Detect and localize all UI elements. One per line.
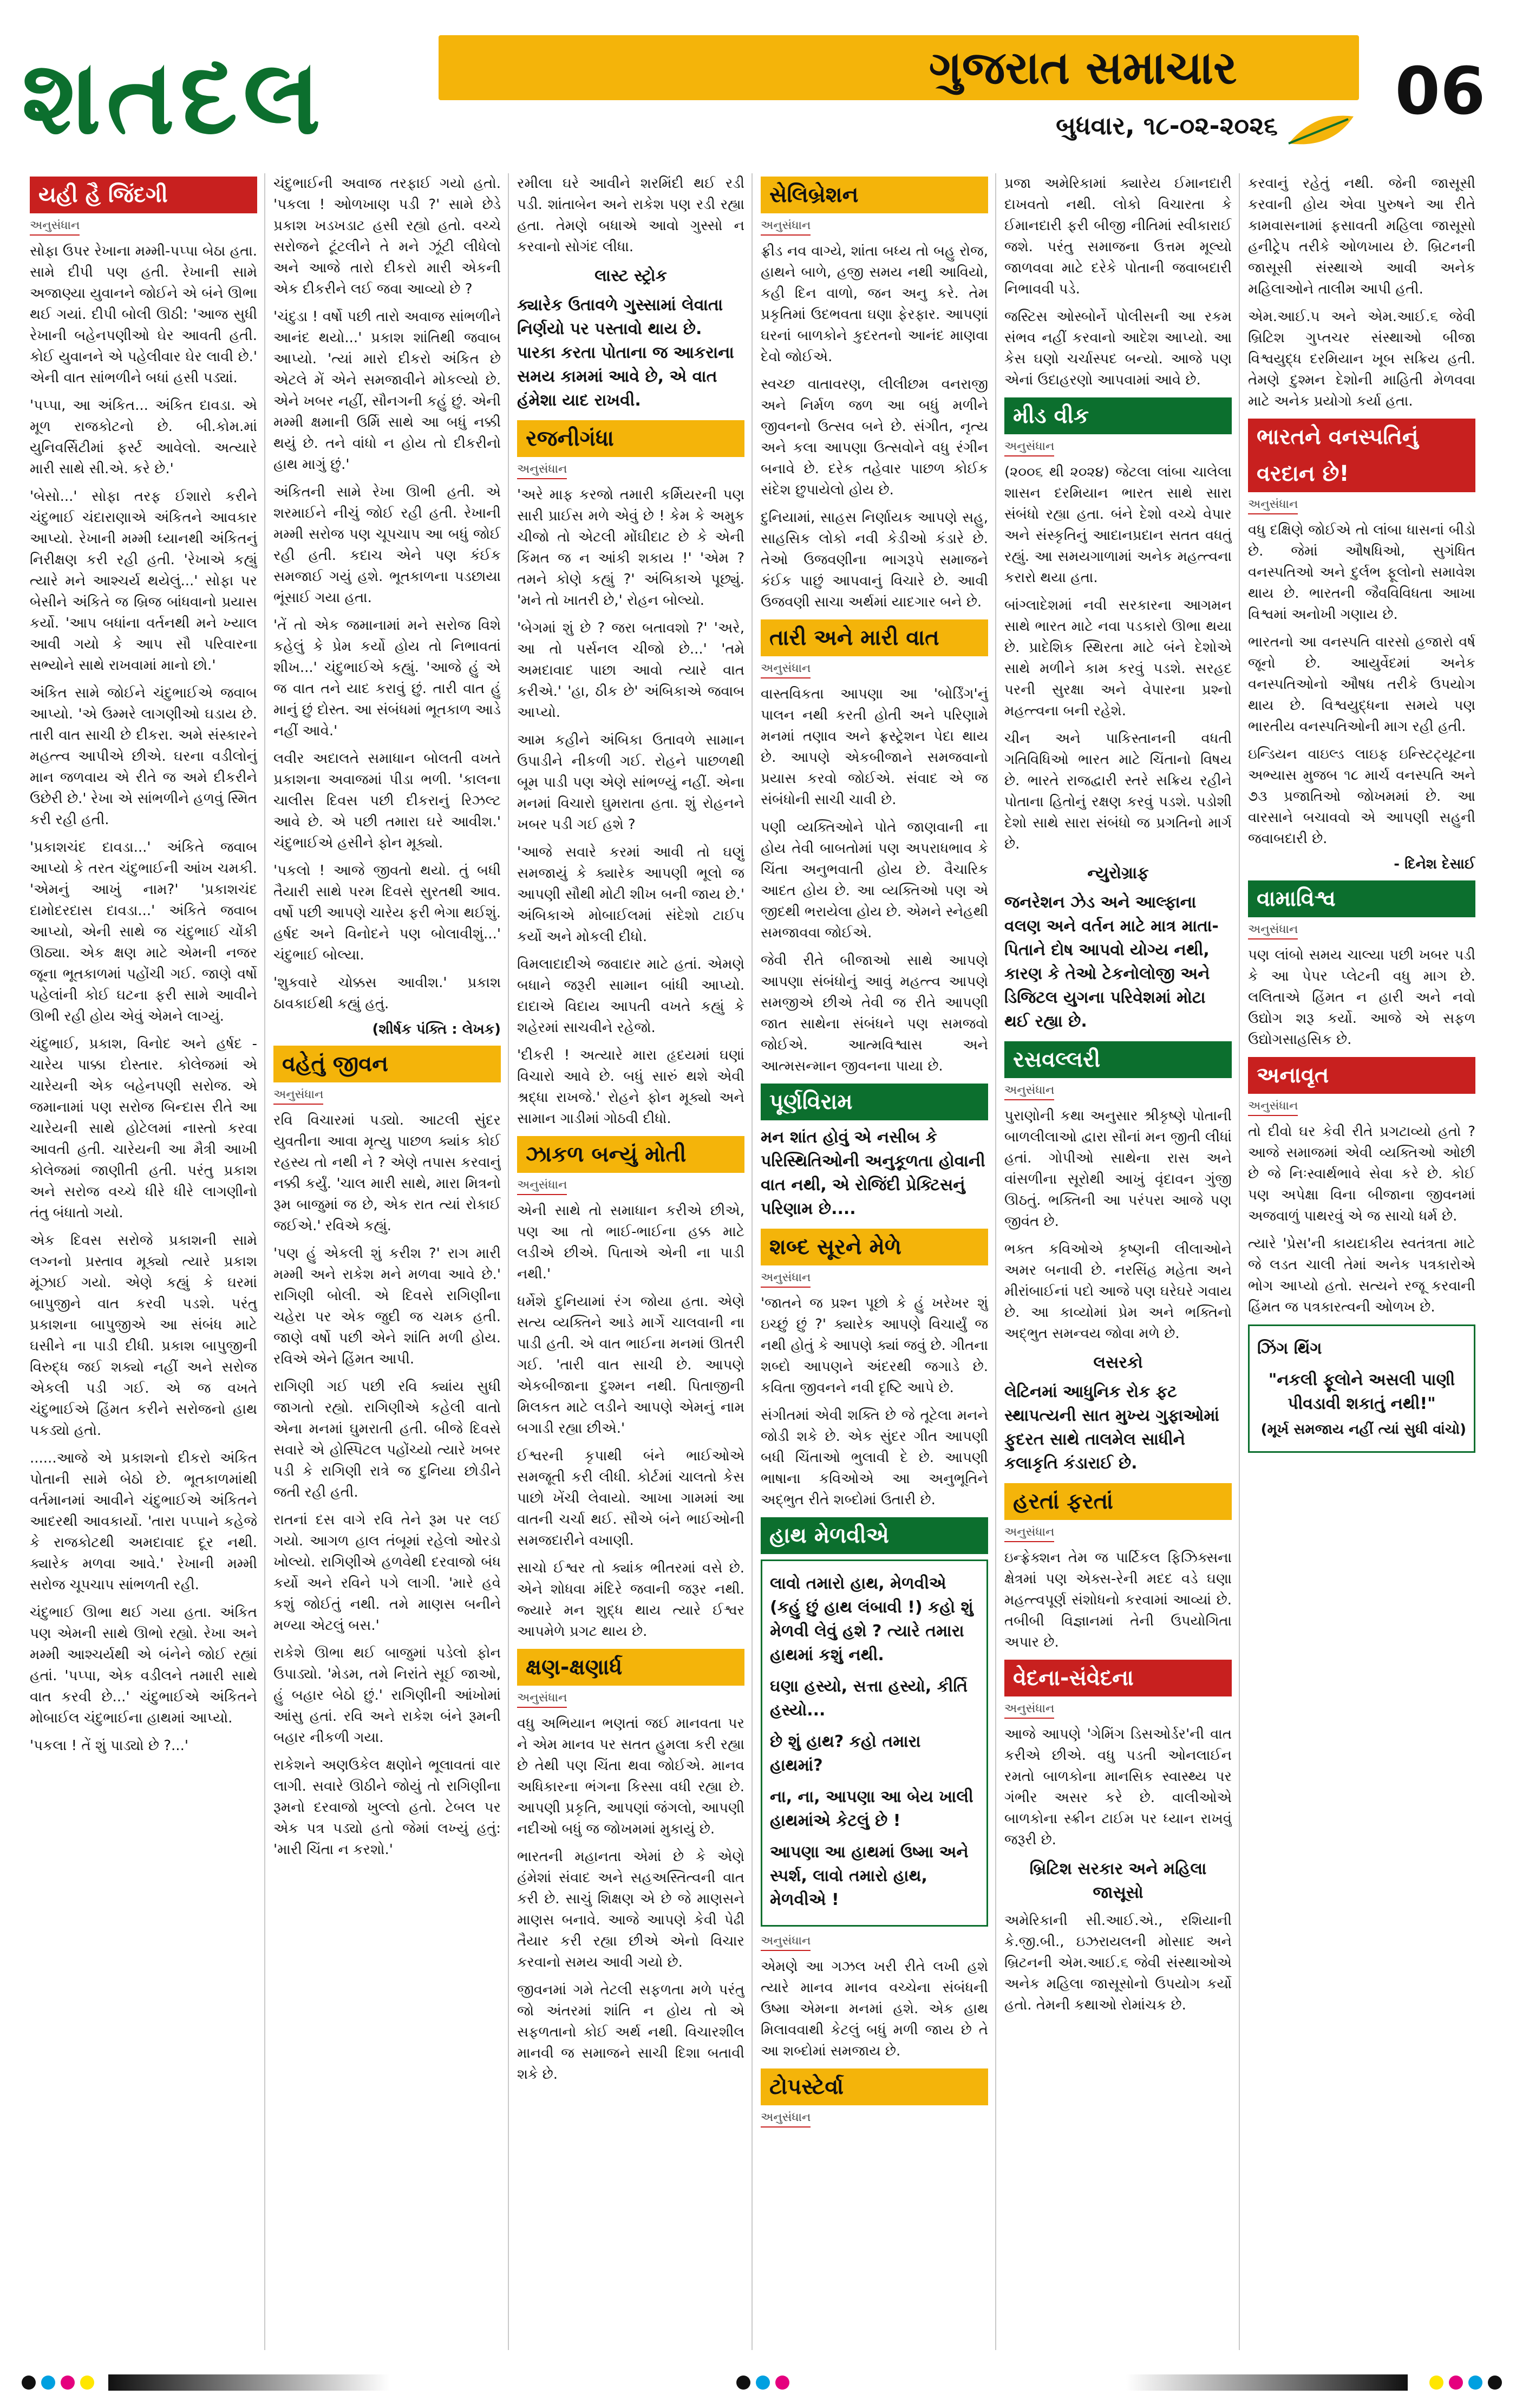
article-paragraph: ત્યારે 'પ્રેસ'ની કાયદાકીય સ્વતંત્રતા માટે જે લડત ચાલી તેમાં અનેક પત્રકારોએ ભોગ આપ્યો હતો. સત્યને રજૂ કરવાની હિંમત જ પત્રકારત્વની ઓળખ છે. [1248,1236,1475,1315]
section-heading: વેદના-સંવેદના [1004,1660,1232,1696]
article-paragraph: ભારતનો આ વનસ્પતિ વારસો હજારો વર્ષ જૂનો છે. આયુર્વેદમાં અનેક વનસ્પતિઓનો ઔષધ તરીકે ઉપયોગ થાય છે. વિશ્વયુદ્ધના સમયે પણ ભારતીય વનસ્પતિઓની માગ રહી હતી. [1248,634,1475,735]
article-paragraph: પણી વ્યક્તિઓને પોતે જાણવાની ના હોય તેવી બાબતોમાં પણ અપરાધભાવ કે ચિંતા અનુભવાતી હોય છે. વૈચારિક આદત હોય છે. આ વ્યક્તિઓ પણ એ જીદથી ભરાયેલા હોય છે. એમને સ્નેહથી સમજાવવા જોઈએ. [761,819,988,941]
poem-line: લાવો તમારો હાથ, મેળવીએ (કહું છું હાથ લંબાવી !) કહો શું મેળવી લેવું હશે ? ત્યારે તમારા હાથમાં કશું નથી. [770,1574,973,1665]
article-paragraph: સોફા ઉપર રેખાના મમ્મી-પપ્પા બેઠા હતા. સામે દીપી પણ હતી. રેખાની સામે અજાણ્યા યુવાનને જોઈને એ બંને ઊભા થઈ ગયાં. દીપી બોલી ઊઠી: 'આજ સુધી રેખાની બહેનપણીઓ ઘેર આવતી હતી. કોઈ યુવાનને એ પહેલીવાર ઘેર લાવી છે.' એની વાત સાંભળીને બધાં હસી પડ્યાં. [30,243,257,386]
column-divider [508,173,509,2350]
author-signature: - દિનેશ દેસાઈ [1394,856,1475,872]
article-paragraph: જસ્ટિસ ઓસ્બોર્ને પોલીસની આ રકમ સંભવ નહીં કરવાનો આદેશ આપ્યો. આ કેસ ઘણો ચર્ચાસ્પદ બન્યો. આજે પણ એનાં ઉદાહરણો આપવામાં આવે છે. [1004,309,1232,388]
byline: અનુસંધાન [1004,1702,1054,1719]
article-paragraph: વધુ અભિયાન ભણતાં જઈ માનવતા પર ને એમ માનવ પર સતત હુમલા કરી રહ્યા છે તેથી પણ ચિંતા થવા જોઈએ. માનવ અધિકારના ભંગના કિસ્સા વધી રહ્યા છે. આપણી પ્રકૃતિ, આપણાં જંગલો, આપણી નદીઓ બધું જ જોખમમાં મુકાયું છે. [517,1715,744,1837]
column-divider [995,173,996,2350]
section-heading: ન્યુરોગ્રાફ [1087,864,1149,883]
poem-line: ના, ના, આપણા આ બેય ખાલી હાથમાંએ કેટલું છે ! [770,1787,973,1830]
subheading: લાસ્ટ સ્ટ્રોક [594,266,667,285]
column-5 [1004,173,1232,2350]
section-heading: પૂર્ણવિરામ [761,1084,988,1120]
article-paragraph: 'પપ્પા, આ અંકિત... અંકિત દાવડા. એ મૂળ રાજકોટનો છે. બી.કોમ.માં યુનિવર્સિટીમાં ફર્સ્ટ આવેલો. અત્યારે મારી સાથે સી.એ. કરે છે.' [30,397,257,477]
article-paragraph: 'દીકરી ! અત્યારે મારા હૃદયમાં ઘણાં વિચારો આવે છે. બધું સારું થશે એવી શ્રદ્ધા રાખજે.' રોહને ફોન મૂક્યો અને સામાન ગાડીમાં ગોઠવી દીધો. [517,1047,744,1127]
section-heading: ભારતને વનસ્પતિનું વરદાન છે! [1248,419,1475,492]
column-2 [273,173,501,2350]
section-heading: ક્ષણ-ક્ષણાર્ધ [517,1649,744,1686]
column-4 [761,173,988,2350]
article-paragraph: અંકિતની સામે રેખા ઊભી હતી. એ શરમાઈને નીચું જોઈ રહી હતી. રેખાની મમ્મી સરોજ પણ ચૂપચાપ આ બધું જોઈ રહી હતી. કદાચ એને પણ કંઈક સમજાઈ ગયું હશે. ભૂતકાળના પડછાયા ભૂંસાઈ ગયા હતા. [273,484,501,606]
article-paragraph: દુનિયામાં, સાહસ નિર્ણાયક આપણે સહુ, સાહસિક લોકો નવી કેડીઓ કંડારે છે. તેઓ ઉજવણીના ભાગરૂપે સમાજને કંઈક પાછું આપવાનું વિચારે છે. આવી ઉજવણી સાચા અર્થમાં યાદગાર બને છે. [761,510,988,610]
quote-text: "નકલી ફૂલોને અસલી પાણી પીવડાવી શકાતું નથી!" [1268,1371,1455,1413]
article-paragraph: ચંદુભાઈ ઊભા થઈ ગયા હતા. અંકિત પણ એમની સાથે ઊભો રહ્યો. રેખા અને મમ્મી આશ્ચર્યથી એ બંનેને જોઈ રહ્યાં હતાં. 'પપ્પા, એક વડીલને તમારી સાથે વાત કરવી છે...' ચંદુભાઈએ અંકિતને મોબાઈલ ચંદુભાઈના હાથમાં આપ્યો. [30,1604,257,1726]
article-paragraph: વાસ્તવિકતા આપણા આ 'બોર્ડિંગ'નું પાલન નથી કરતી હોતી અને પરિણામે મનમાં તણાવ અને ફ્રસ્ટ્રેશન પેદા થાય છે. આપણે એકબીજાને સમજવાનો પ્રયાસ કરવો જોઈએ. સંવાદ એ જ સંબંધોની સાચી ચાવી છે. [761,686,988,808]
byline: અનુસંધાન [1248,498,1298,514]
section-heading: હરતાં ફરતાં [1004,1483,1232,1520]
highlight-text: ક્યારેક ઉતાવળે ગુસ્સામાં લેવાતા નિર્ણયો પર પસ્તાવો થાય છે. પારકા કરતા પોતાના જ આકરાના સમય કામમાં આવે છે, એ વાત હંમેશા યાદ રાખવી. [517,296,734,410]
section-heading: તારી અને મારી વાત [761,619,988,656]
article-paragraph: (૨૦૦૬ થી ૨૦૨૪) જેટલા લાંબા ચાલેલા શાસન દરમિયાન ભારત સાથે સારા સંબંધો રહ્યા હતા. બંને દેશો વચ્ચે વેપાર અને સંસ્કૃતિનું આદાનપ્રદાન સતત વધતું રહ્યું. આ સમયગાળામાં અનેક મહત્ત્વના કરારો થયા હતા. [1004,464,1232,586]
article-paragraph: પુરાણોની કથા અનુસાર શ્રીકૃષ્ણે પોતાની બાળલીલાઓ દ્વારા સૌનાં મન જીતી લીધાં હતાં. ગોપીઓ સાથેના રાસ અને વાંસળીના સૂરોથી આખું વૃંદાવન ગુંજી ઊઠતું. ભક્તિની આ પરંપરા આજે પણ જીવંત છે. [1004,1108,1232,1230]
article-paragraph: સાચો ઈશ્વર તો ક્યાંક ભીતરમાં વસે છે. એને શોધવા મંદિરે જવાની જરૂર નથી. જ્યારે મન શુદ્ધ થાય ત્યારે ઈશ્વર આપમેળે પ્રગટ થાય છે. [517,1560,744,1640]
article-paragraph: ......આજે એ પ્રકાશનો દીકરો અંકિત પોતાની સામે બેઠો છે. ભૂતકાળમાંથી વર્તમાનમાં આવીને ચંદુભાઈએ અંકિતને આદરથી આવકાર્યો. 'તારા પપ્પાને કહેજે કે રાજકોટથી અમદાવાદ દૂર નથી. ક્યારેક મળવા આવે.' રેખાની મમ્મી સરોજ ચૂપચાપ સાંભળતી રહી. [30,1450,257,1593]
gray-scale-bar [1126,2374,1408,2391]
section-heading: બ્રિટિશ સરકાર અને મહિલા જાસૂસો [1029,1859,1207,1902]
article-paragraph: 'બેગમાં શું છે ? જરા બતાવશો ?' 'અરે, આ તો પર્સનલ ચીજો છે...' 'તમે અમદાવાદ પાછા આવો ત્યારે વાત કરીએ.' 'હા, ઠીક છે' અંબિકાએ જવાબ આપ્યો. [517,620,744,721]
paper-name: ગુજરાત સમાચાર [929,41,1237,94]
highlight-text: જનરેશન ઝેડ અને આલ્ફાના વલણ અને વર્તન માટે માત્ર માતા-પિતાને દોષ આપવો યોગ્ય નથી, કારણ કે તેઓ ટેકનોલોજી અને ડિજિટલ યુગના પરિવેશમાં મોટા થઈ રહ્યા છે. [1004,893,1219,1031]
article-paragraph: એમણે આ ગઝલ ખરી રીતે લખી હશે ત્યારે માનવ માનવ વચ્ચેના સંબંધની ઉષ્મા એમના મનમાં હશે. એક હાથ મિલાવવાથી કેટલું બધું મળી જાય છે તે આ શબ્દોમાં સમજાય છે. [761,1959,988,2059]
article-paragraph: રાકેશે ઊભા થઈ બાજુમાં પડેલો ફોન ઉપાડ્યો. 'મેડમ, તમે નિરાંતે સૂઈ જાઓ, હું બહાર બેઠો છું.' રાગિણીની આંખોમાં આંસુ હતાં. રવિ અને રાકેશ બંને રૂમની બહાર નીકળી ગયા. [273,1645,501,1746]
article-paragraph: ભક્ત કવિઓએ કૃષ્ણની લીલાઓને અમર બનાવી છે. નરસિંહ મહેતા અને મીરાંબાઈનાં પદો આજે પણ ઘરેઘરે ગવાય છે. આ કાવ્યોમાં પ્રેમ અને ભક્તિનો અદ્ભુત સમન્વય જોવા મળે છે. [1004,1241,1232,1342]
article-paragraph: જીવનમાં ગમે તેટલી સફળતા મળે પરંતુ જો અંતરમાં શાંતિ ન હોય તો એ સફળતાનો કોઈ અર્થ નથી. વિચારશીલ માનવી જ સમાજને સાચી દિશા બતાવી શકે છે. [517,1982,744,2083]
quote-note: (મૂર્ખ સમજાય નહીં ત્યાં સુધી વાંચો) [1260,1421,1466,1438]
article-paragraph: રાકેશને અણઉકેલ ક્ષણોને ભૂલાવતાં વાર લાગી. સવારે ઊઠીને જોયું તો રાગિણીના રૂમનો દરવાજો ખુલ્લો હતો. ટેબલ પર એક પત્ર પડ્યો હતો જેમાં લખ્યું હતું: 'મારી ચિંતા ન કરશો.' [273,1757,501,1858]
article-paragraph: 'પણ હું એકલી શું કરીશ ?' રાગ મારી મમ્મી અને રાકેશ મને મળવા આવે છે.' રાગિણી બોલી. એ દિવસે રાગિણીના ચહેરા પર એક જુદી જ ચમક હતી. જાણે વર્ષો પછી એને શાંતિ મળી હોય. રવિએ એને હિંમત આપી. [273,1245,501,1367]
registration-dot [61,2376,75,2390]
article-paragraph: જેવી રીતે બીજાઓ સાથે આપણે આપણા સંબંધોનું આવું મહત્ત્વ આપણે સમજીએ છીએ તેવી જ રીતે આપણી જાત સાથેના સંબંધને પણ સમજવો જોઈએ. આત્મવિશ્વાસ અને આત્મસન્માન જીવનના પાયા છે. [761,952,988,1074]
section-heading: વહેતું જીવન [273,1046,501,1082]
article-paragraph: રાગિણી ગઈ પછી રવિ ક્યાંય સુધી જાગતો રહ્યો. રાગિણીએ કહેલી વાતો એના મનમાં ઘુમરાતી હતી. બીજે દિવસે સવારે એ હોસ્પિટલ પહોંચ્યો ત્યારે ખબર પડી કે રાગિણી રાત્રે જ દુનિયા છોડીને જતી રહી હતી. [273,1379,501,1500]
section-heading: યહી હૈ જિંદગી [30,177,257,213]
section-heading: મીડ વીક [1004,397,1232,434]
supplement-logo [22,30,433,165]
article-paragraph: રમીલા ઘરે આવીને શરમિંદી થઈ રડી પડી. શાંતાબેન અને રાકેશ પણ રડી રહ્યા હતા. તેમણે બધાએ આવો ગુસ્સો ન કરવાનો સોગંદ લીધા. [517,175,744,255]
section-heading: અનાવૃત [1248,1057,1475,1094]
article-paragraph: ફ્રીડ નવ વાગ્યે, શાંતા બધ્ય તો બહુ રોજ, હાથને બાળે, હજી સમય નથી આવિયો, કહી દિન વાળો, જન અનુ કરે. તેમ પ્રકૃતિમાં ઉદભવતા ઘણા ફેરફાર. આપણાં ઘરનાં બાળકોને કુદરતનો આનંદ માણવા દેવો જોઈએ. [761,243,988,365]
poem-line: ઘણા હસ્યો, સત્તા હસ્યો, કીર્તિ હસ્યો... [770,1677,968,1720]
quote-heading: ઝિંગ થિંગ [1257,1339,1322,1358]
article-paragraph: એક દિવસ સરોજે પ્રકાશની સામે લગ્નનો પ્રસ્તાવ મૂક્યો ત્યારે પ્રકાશ મૂંઝાઈ ગયો. એણે કહ્યું કે ઘરમાં બાપુજીને વાત કરવી પડશે. પરંતુ પ્રકાશના બાપુજીએ આ સંબંધ માટે ઘસીને ના પાડી દીધી. પ્રકાશ બાપુજીની વિરુદ્ધ જઈ શક્યો નહીં અને સરોજ એકલી પડી ગઈ. એ જ વખતે ચંદુભાઈએ હિંમત કરીને સરોજનો હાથ પકડ્યો હતો. [30,1232,257,1439]
article-paragraph: સંગીતમાં એવી શક્તિ છે જે તૂટેલા મનને જોડી શકે છે. એક સુંદર ગીત આપણી બધી ચિંતાઓ ભુલાવી દે છે. આપણી ભાષાના કવિઓએ આ અનુભૂતિને અદ્ભુત રીતે શબ્દોમાં ઉતારી છે. [761,1407,988,1508]
article-paragraph: એમ.આઈ.૫ અને એમ.આઈ.૬ જેવી બ્રિટિશ ગુપ્તચર સંસ્થાઓ બીજા વિશ્વયુદ્ધ દરમિયાન ખૂબ સક્રિય હતી. તેમણે દુશ્મન દેશોની માહિતી મેળવવા માટે અનેક પ્રયોગો કર્યા હતા. [1248,309,1475,409]
logo-text: શતદલ [22,37,326,157]
column-1 [30,173,257,2350]
article-paragraph: 'પકલા ! તેં શું પાડ્યો છે ?...' [30,1738,188,1754]
byline: અનુસંધાન [761,2111,811,2128]
byline: અનુસંધાન [517,1691,567,1708]
article-paragraph: કરવાનું રહેતું નથી. જેની જાસૂસી કરવાની હોય એવા પુરુષને આ રીતે કામવાસનામાં ફસાવતી મહિલા જાસૂસો હનીટ્રેપ તરીકે ઓળખાય છે. બ્રિટનની જાસૂસી સંસ્થાએ આવી અનેક મહિલાઓને તાલીમ આપી હતી. [1248,175,1475,297]
byline: અનુસંધાન [1004,440,1054,456]
article-paragraph: 'અરે માફ કરજો તમારી કર્મિયરની પણ સારી પ્રાઈસ મળે એવું છે ! કેમ કે અમુક ચીજો તો એટલી મોંઘીદાટ છે કે એની કિંમત જ ન આંકી શકાય !' 'એમ ? તમને કોણે કહ્યું ?' અંબિકાએ પૂછ્યું. 'મને તો ખાતરી છે,' રોહન બોલ્યો. [517,487,744,609]
article-paragraph: બાંગ્લાદેશમાં નવી સરકારના આગમન સાથે ભારત માટે નવા પડકારો ઊભા થયા છે. પ્રાદેશિક સ્થિરતા માટે બંને દેશોએ સાથે મળીને કામ કરવું પડશે. સરહદ પરની સુરક્ષા અને વેપારના પ્રશ્નો મહત્ત્વના બની રહેશે. [1004,597,1232,719]
article-paragraph: આજે આપણે 'ગેમિંગ ડિસઓર્ડર'ની વાત કરીએ છીએ. વધુ પડતી ઓનલાઈન રમતો બાળકોના માનસિક સ્વાસ્થ્ય પર ગંભીર અસર કરે છે. વાલીઓએ બાળકોના સ્ક્રીન ટાઈમ પર ધ્યાન રાખવું જરૂરી છે. [1004,1726,1232,1848]
leaf-icon [1283,111,1359,149]
article-paragraph: 'આજે સવારે કરમાં આવી તો ઘણું સમજાયું કે ક્યારેક આપણી ભૂલો જ આપણી સૌથી મોટી શીખ બની જાય છે.' અંબિકાએ મોબાઈલમાં સંદેશો ટાઈપ કર્યો અને મોકલી દીધો. [517,844,744,945]
article-paragraph: અમેરિકાની સી.આઈ.એ., રશિયાની કે.જી.બી., ઇઝરાયલની મોસાદ અને બ્રિટનની એમ.આઈ.૬ જેવી સંસ્થાઓએ અનેક મહિલા જાસૂસોનો ઉપયોગ કર્યો હતો. તેમની કથાઓ રોમાંચક છે. [1004,1913,1232,2013]
registration-dot [80,2376,94,2390]
poem-box [761,1559,988,1927]
article-paragraph: વિમલાદાદીએ જવાદાર માટે હતાં. એમણે બધાને જરૂરી સામાન બાંધી આપ્યો. દાદાએ વિદાય આપતી વખતે કહ્યું કે શહેરમાં સાચવીને રહેજો. [517,956,744,1036]
section-heading: શબ્દ સૂરને મેળે [761,1229,988,1265]
article-paragraph: પ્રજા અમેરિકામાં ક્યારેય ઈમાનદારી દાખવતો નથી. લોકો વિચારતા કે ઈમાનદારી ફરી બીજી નીતિમાં સ્વીકારાઈ જશે. પરંતુ સમાજના ઉત્તમ મૂલ્યો જાળવવા માટે દરેકે પોતાની જવાબદારી નિભાવવી પડે. [1004,175,1232,297]
article-paragraph: 'શુકવારે ચોક્કસ આવીશ.' પ્રકાશ ઠાવકાઈથી કહ્યું હતું. [273,975,501,1012]
highlight-text: મન શાંત હોવું એ નસીબ કે પરિસ્થિતિઓની અનુકૂળતા હોવાની વાત નથી, એ રોજિંદી પ્રેક્ટિસનું પરિણામ છે.... [761,1128,985,1218]
article-paragraph: આમ કહીને અંબિકા ઉતાવળે સામાન ઉપાડીને નીકળી ગઈ. રોહને પાછળથી બૂમ પાડી પણ એણે સાંભળ્યું નહીં. એના મનમાં વિચારો ઘુમરાતા હતા. શું રોહનને ખબર પડી ગઈ હશે ? [517,732,744,833]
gray-scale-bar [108,2374,390,2391]
article-paragraph: 'તેં તો એક જમાનામાં મને સરોજ વિશે કહેલું કે પ્રેમ કર્યો હોય તો નિભાવતાં શીખ...' ચંદુભાઈએ કહ્યું. 'આજે હું એ જ વાત તને યાદ કરાવું છું. તારી વાત હું માનું છું દોસ્ત. આ સંબંધમાં ભૂતકાળ આડે નહીં આવે.' [273,617,501,739]
article-paragraph: અંકિત સામે જોઈને ચંદુભાઈએ જવાબ આપ્યો. 'એ ઉમ્મરે લાગણીઓ ઘડાય છે. તારી વાત સાચી છે દીકરા. અમે સંસ્કારને મહત્ત્વ આપીએ છીએ. ઘરના વડીલોનું માન જળવાય એ રીતે જ અમે દીકરીને ઉછેરી છે.' રેખા એ સાંભળીને હળવું સ્મિત કરી રહી હતી. [30,685,257,828]
byline: અનુસંધાન [761,219,811,236]
article-paragraph: 'પ્રકાશચંદ દાવડા...' અંકિતે જવાબ આપ્યો કે તરત ચંદુભાઈની આંખ ચમકી. 'એમનું આખું નામ?' 'પ્રકાશચંદ દામોદરદાસ દાવડા...' અંકિતે જવાબ આપ્યો, એની સાથે જ ચંદુભાઈ ચોંકી ઊઠ્યા. એક ક્ષણ માટે એમની નજર જૂના ભૂતકાળમાં પહોંચી ગઈ. જાણે વર્ષો પહેલાંની કોઈ ઘટના ફરી સામે આવીને ઊભી રહી હોય એવું એમને લાગ્યું. [30,839,257,1024]
byline: અનુસંધાન [517,1178,567,1195]
section-heading: વામાવિશ્વ [1248,880,1475,917]
byline: અનુસંધાન [761,1271,811,1288]
section-heading: રજનીગંધા [517,420,744,457]
article-paragraph: વધુ દક્ષિણે જોઈએ તો લાંબા ધાસનાં બીડો છે. જેમાં ઔષધિઓ, સુગંધિત વનસ્પતિઓ અને દુર્લભ ફૂલોનો સમાવેશ થાય છે. ભારતની જૈવવિવિધતા આખા વિશ્વમાં અનોખી ગણાય છે. [1248,522,1475,623]
registration-dot [1468,2376,1482,2390]
article-paragraph: 'પકલો ! આજે જીવતો થયો. તું બધી તૈયારી સાથે પરમ દિવસે સુરતથી આવ. વર્ષો પછી આપણે ચારેય ફરી ભેગા થઈશું. હર્ષદ અને વિનોદને પણ બોલાવીશું...' ચંદુભાઈ બોલ્યા. [273,863,501,963]
article-paragraph: 'ચંદુડા ! વર્ષો પછી તારો અવાજ સાંભળીને આનંદ થયો...' પ્રકાશ શાંતિથી જવાબ આપ્યો. 'ત્યાં મારો દીકરો અંકિત છે એટલે મેં એને સમજાવીને મોકલ્યો છે. એને ખબર નહીં, સૌનગની કહું છું. એની મમ્મી ક્ષમાની ઉર્મિ સાથે આ બધું નક્કી થયું છે. તને વાંધો ન હોય તો દીકરીનો હાથ માગું છું.' [273,309,501,473]
byline: અનુસંધાન [273,1088,323,1105]
highlight-text: લેટિનમાં આધુનિક રોક ફટ સ્થાપત્યની સાત મુખ્ય ગુફાઓમાં ફુદરત સાથે તાલમેલ સાધીને કલાકૃતિ કંડારાઈ છે. [1004,1382,1219,1473]
byline: અનુસંધાન [761,1934,811,1951]
registration-dot [1449,2376,1463,2390]
registration-dot [1488,2376,1502,2390]
article-paragraph: ધર્મેશે દુનિયામાં રંગ જોયા હતા. એણે સત્ય વ્યક્તિને આડે માર્ગે ચાલવાની ના પાડી હતી. એ વાત ભાઈના મનમાં ઊતરી ગઈ. 'તારી વાત સાચી છે. આપણે એકબીજાના દુશ્મન નથી. પિતાજીની મિલકત માટે લડીને આપણે એમનું નામ બગાડી રહ્યા છીએ.' [517,1294,744,1437]
article-paragraph: ઇન્ફ્રેક્શન તેમ જ પાર્ટિકલ ફિઝિક્સના ક્ષેત્રમાં પણ એક્સ-રેની મદદ વડે ઘણા મહત્ત્વપૂર્ણ સંશોધનો કરવામાં આવ્યાં છે. તબીબી વિજ્ઞાનમાં તેની ઉપયોગિતા અપાર છે. [1004,1550,1232,1650]
article-paragraph: પણ લાંબો સમય ચાલ્યા પછી ખબર પડી કે આ પેપર પ્લેટની વધુ માગ છે. લલિતાએ હિંમત ન હારી અને નવો ઉદ્યોગ શરૂ કર્યો. આજે એ સફળ ઉદ્યોગસાહસિક છે. [1248,947,1475,1048]
section-heading: ટોપસ્ટેર્વા [761,2068,988,2105]
byline: અનુસંધાન [1248,1099,1298,1116]
column-divider [1239,173,1240,2350]
registration-dot [775,2376,789,2390]
article-paragraph: લવીર અદાલતે સમાધાન બોલતી વખતે પ્રકાશના અવાજમાં પીડા ભળી. 'કાલના ચાલીસ દિવસ પછી દીકરાનું રિઝલ્ટ આવે છે. એ પછી તમારા ઘરે આવીશ.' ચંદુભાઈએ હસીને ફોન મૂક્યો. [273,751,501,851]
poem-line: આપણા આ હાથમાં ઉષ્મા અને સ્પર્શ, લાવો તમારો હાથ, મેળવીએ ! [770,1843,969,1909]
article-paragraph: ચીન અને પાકિસ્તાનની વધતી ગતિવિધિઓ ભારત માટે ચિંતાનો વિષય છે. ભારતે રાજદ્વારી સ્તરે સક્રિય રહીને પોતાના હિતોનું રક્ષણ કરવું પડશે. પડોશી દેશો સાથે સારા સંબંધો જ પ્રગતિનો માર્ગ છે. [1004,730,1232,852]
article-paragraph: રાતનાં દસ વાગે રવિ તેને રૂમ પર લઈ ગયો. આગળ હાલ તંબૂમાં રહેલો ઓરડો ખોલ્યો. રાગિણીએ હળવેથી દરવાજો બંધ કર્યો અને રવિને પગે લાગી. 'મારે હવે કશું જોઈતું નથી. તમે માણસ બનીને મળ્યા એટલું બસ.' [273,1512,501,1634]
registration-dot [736,2376,750,2390]
article-paragraph: ઈશ્વરની કૃપાથી બંને ભાઈઓએ સમજૂતી કરી લીધી. કોર્ટમાં ચાલતો કેસ પાછો ખેંચી લેવાયો. આખા ગામમાં આ વાતની ચર્ચા થઈ. સૌએ બંને ભાઈઓની સમજદારીને વખાણી. [517,1448,744,1549]
article-paragraph: ભારતની મહાનતા એમાં છે કે એણે હંમેશાં સંવાદ અને સહઅસ્તિત્વની વાત કરી છે. સાચું શિક્ષણ એ છે જે માણસને માણસ બનાવે. આજે આપણે કેવી પેઢી તૈયાર કરી રહ્યા છીએ એનો વિચાર કરવાનો સમય આવી ગયો છે. [517,1849,744,1970]
byline: અનુસંધાન [517,462,567,479]
column-divider [752,173,753,2350]
author-signature: (શીર્ષક પંક્તિ : લેખક) [372,1021,501,1037]
page-number: 06 [1395,54,1486,129]
quote-box [1248,1324,1475,1453]
column-6 [1248,173,1475,2350]
article-paragraph: 'જાતને જ પ્રશ્ન પૂછો કે હું ખરેખર શું ઇચ્છું છું ?' ક્યારેક આપણે વિચાર્યું જ નથી હોતું કે આપણે ક્યાં જવું છે. ગીતના શબ્દો આપણને અંદરથી જગાડે છે. કવિતા જીવનને નવી દૃષ્ટિ આપે છે. [761,1295,988,1396]
section-heading: લસરકો [1093,1353,1143,1372]
section-heading: ઝાકળ બન્યું મોતી [517,1136,744,1173]
masthead [22,30,1494,165]
byline: અનુસંધાન [1004,1525,1054,1542]
registration-dot [756,2376,770,2390]
article-paragraph: ચંદુભાઈની અવાજ તરફાઈ ગયો હતો. 'પકલા ! ઓળખાણ પડી ?' સામે છેડે પ્રકાશ ખડખડાટ હસી રહ્યો હતો. વચ્ચે સરોજને ટૂંટલીને તે મને ઝૂંટી લીધેલો અને આજે તારો દીકરો મારી એકની એક દીકરીને લઈ જવા આવ્યો છે ? [273,175,501,297]
article-paragraph: તો દીવો ઘર કેવી રીતે પ્રગટાવ્યો હતો ? આજે સમાજમાં એવી વ્યક્તિઓ ઓછી છે જે નિઃસ્વાર્થભાવે સેવા કરે છે. કોઈ પણ અપેક્ષા વિના બીજાના જીવનમાં અજવાળું પાથરવું એ જ સાચો ધર્મ છે. [1248,1124,1475,1224]
section-heading: રસવલ્લરી [1004,1041,1232,1078]
article-paragraph: ચંદુભાઈ, પ્રકાશ, વિનોદ અને હર્ષદ - ચારેય પાક્કા દોસ્તાર. કોલેજમાં એ ચારેયની એક બહેનપણી સરોજ. એ જમાનામાં પણ સરોજ બિન્દાસ રીતે આ ચારેયની સાથે હોટેલમાં નાસ્તો કરવા આવતી હતી. ચારેયની આ મૈત્રી આખી કોલેજમાં જાણીતી હતી. પરંતુ પ્રકાશ અને સરોજ વચ્ચે ધીરે ધીરે લાગણીનો તંતુ બંધાતો ગયો. [30,1036,257,1221]
byline: અનુસંધાન [761,662,811,678]
column-3 [517,173,744,2350]
registration-dot [1429,2376,1443,2390]
byline: અનુસંધાન [1248,923,1298,939]
article-paragraph: સ્વચ્છ વાતાવરણ, લીલીછમ વનરાજી અને નિર્મળ જળ આ બધું મળીને જીવનનો ઉત્સવ બને છે. સંગીત, નૃત્ય અને કલા આપણા ઉત્સવોને વધુ રંગીન બનાવે છે. દરેક તહેવાર પાછળ કોઈક સંદેશ છુપાયેલો હોય છે. [761,376,988,498]
article-paragraph: 'બેસો...' સોફા તરફ ઈશારો કરીને ચંદુભાઈ ચંદારાણાએ અંકિતને આવકાર આપ્યો. રેખાની મમ્મી ધ્યાનથી અંકિતનું નિરીક્ષણ કરી રહી હતી. 'રેખાએ કહ્યું ત્યારે મને આશ્ચર્ય થયેલું...' સોફા પર બેસીને અંકિતે જ બ્રિજ બાંધવાનો પ્રયાસ કર્યો. 'આપ બધાંના વર્તનથી મને ખ્યાલ આવી ગયો કે આપ સૌ પરિવારના સભ્યોને સાથે રાખવામાં માનો છો.' [30,488,257,674]
article-paragraph: ઇન્ડિયન વાઇલ્ડ લાઇફ ઇન્સ્ટિટ્યૂટના અભ્યાસ મુજબ ૧૮ માર્ચ વનસ્પતિ અને ૭૩ પ્રજાતિઓ જોખમમાં છે. આ વારસાને બચાવવો એ આપણી સહુની જવાબદારી છે. [1248,746,1475,847]
column-divider [264,173,265,2350]
issue-date: બુધવાર, ૧૮-૦૨-૨૦૨૬ [1056,111,1278,140]
registration-dot [22,2376,36,2390]
registration-dot [41,2376,55,2390]
byline: અનુસંધાન [1004,1084,1054,1100]
article-paragraph: એની સાથે તો સમાધાન કરીએ છીએ, પણ આ તો ભાઈ-ભાઈના હક્ક માટે લડીએ છીએ. પિતાએ એની ના પાડી નથી.' [517,1203,744,1282]
byline: અનુસંધાન [30,219,80,236]
poem-line: છે શું હાથ? કહો તમારા હાથમાં? [770,1732,921,1775]
print-color-bar [0,2369,1516,2396]
section-heading: હાથ મેળવીએ [761,1517,988,1554]
article-paragraph: રવિ વિચારમાં પડ્યો. આટલી સુંદર યુવતીના આવા મૃત્યુ પાછળ ક્યાંક કોઈ રહસ્ય તો નથી ને ? એણે તપાસ કરવાનું નક્કી કર્યું. 'ચાલ મારી સાથે, મારા મિત્રનો રૂમ બાજુમાં જ છે, એક રાત ત્યાં રોકાઈ જઈએ.' રવિએ કહ્યું. [273,1112,501,1234]
section-heading: સેલિબ્રેશન [761,177,988,213]
